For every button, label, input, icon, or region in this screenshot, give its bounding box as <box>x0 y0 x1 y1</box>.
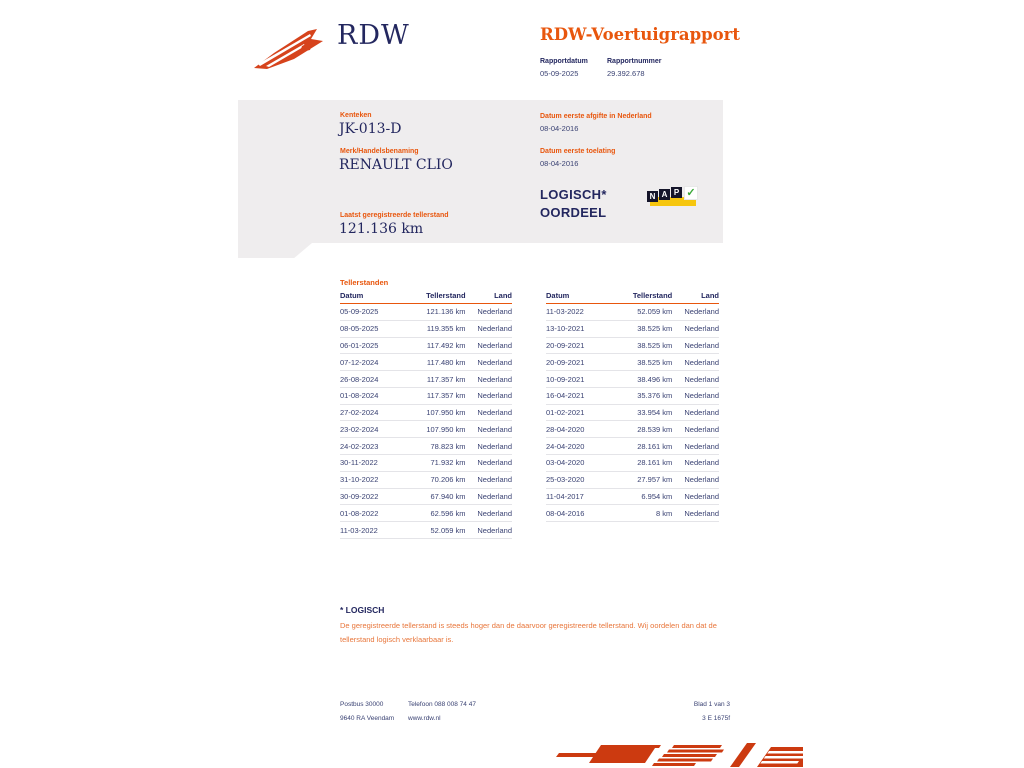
oordeel-line1: LOGISCH* <box>540 187 607 202</box>
table-cell: 20-09-2021 <box>546 354 605 371</box>
table-cell: 11-04-2017 <box>546 488 605 505</box>
table-cell: Nederland <box>466 455 512 472</box>
table-cell: Nederland <box>672 304 719 321</box>
table-row <box>340 505 512 522</box>
table-row <box>340 337 512 354</box>
table-cell: 52.059 km <box>398 522 465 539</box>
table-cell: Nederland <box>672 320 719 337</box>
table-cell: 38.525 km <box>605 354 672 371</box>
table-cell: Nederland <box>672 471 719 488</box>
table-cell: 28.539 km <box>605 421 672 438</box>
merk-label: Merk/Handelsbenaming <box>340 148 419 155</box>
table-row <box>546 371 719 388</box>
table-cell: Nederland <box>466 421 512 438</box>
table-cell: 8 km <box>605 505 672 522</box>
table-cell: 78.823 km <box>398 438 465 455</box>
footnote-title: * LOGISCH <box>340 605 385 615</box>
table-cell: Nederland <box>466 354 512 371</box>
table-cell: Nederland <box>672 488 719 505</box>
report-number-value: 29.392.678 <box>607 69 645 78</box>
nap-letter-a: A <box>659 189 670 200</box>
table-row <box>340 438 512 455</box>
footer-phone: Telefoon 088 008 74 47 <box>408 701 476 708</box>
report-date-value: 05-09-2025 <box>540 69 579 78</box>
oordeel-text <box>540 186 607 222</box>
table-cell: 01-08-2022 <box>340 505 398 522</box>
eerste-toelating-label: Datum eerste toelating <box>540 148 616 155</box>
col-land: Land <box>466 289 512 304</box>
table-cell: 25-03-2020 <box>546 471 605 488</box>
table-row <box>546 320 719 337</box>
table-cell: Nederland <box>466 320 512 337</box>
eerste-afgifte-value: 08-04-2016 <box>540 124 579 133</box>
laatste-tellerstand-label: Laatst geregistreerde tellerstand <box>340 212 449 219</box>
table-cell: 08-05-2025 <box>340 320 398 337</box>
odometer-table-right <box>546 289 719 522</box>
table-row <box>340 354 512 371</box>
table-cell: 52.059 km <box>605 304 672 321</box>
table-cell: Nederland <box>466 337 512 354</box>
table-row <box>546 404 719 421</box>
rdw-logotype: RDW <box>337 20 410 51</box>
table-cell: 24-02-2023 <box>340 438 398 455</box>
table-cell: 35.376 km <box>605 387 672 404</box>
table-cell: 117.492 km <box>398 337 465 354</box>
col-tellerstand: Tellerstand <box>605 289 672 304</box>
table-cell: 117.480 km <box>398 354 465 371</box>
footer-meta <box>620 698 730 726</box>
table-cell: 30-09-2022 <box>340 488 398 505</box>
kenteken-label: Kenteken <box>340 112 372 119</box>
table-cell: Nederland <box>466 371 512 388</box>
table-cell: 24-04-2020 <box>546 438 605 455</box>
table-cell: 01-02-2021 <box>546 404 605 421</box>
table-cell: 107.950 km <box>398 421 465 438</box>
kenteken-value: JK-013-D <box>339 121 402 137</box>
table-cell: 67.940 km <box>398 488 465 505</box>
laatste-tellerstand-value: 121.136 km <box>339 221 424 237</box>
table-row <box>340 488 512 505</box>
table-cell: 33.954 km <box>605 404 672 421</box>
table-cell: Nederland <box>466 404 512 421</box>
table-cell: 28-04-2020 <box>546 421 605 438</box>
bottom-wing-decoration <box>543 741 803 768</box>
table-cell: 121.136 km <box>398 304 465 321</box>
footer-contact <box>408 698 476 726</box>
table-cell: 62.596 km <box>398 505 465 522</box>
table-cell: 38.496 km <box>605 371 672 388</box>
table-cell: 06-01-2025 <box>340 337 398 354</box>
table-cell: Nederland <box>672 438 719 455</box>
page-title: RDW-Voertuigrapport <box>540 25 740 44</box>
table-row <box>340 421 512 438</box>
table-cell: 10-09-2021 <box>546 371 605 388</box>
table-cell: 117.357 km <box>398 371 465 388</box>
table-row <box>546 421 719 438</box>
table-cell: Nederland <box>672 371 719 388</box>
table-cell: Nederland <box>672 455 719 472</box>
table-header-row <box>340 289 512 304</box>
table-row <box>546 337 719 354</box>
table-cell: 07-12-2024 <box>340 354 398 371</box>
table-row <box>546 471 719 488</box>
col-tellerstand: Tellerstand <box>398 289 465 304</box>
nap-logo <box>647 184 699 210</box>
col-land: Land <box>672 289 719 304</box>
table-header-row <box>546 289 719 304</box>
table-cell: 05-09-2025 <box>340 304 398 321</box>
nap-letter-n: N <box>647 191 658 202</box>
nap-checkmark-icon: ✓ <box>684 186 698 200</box>
table-cell: 30-11-2022 <box>340 455 398 472</box>
table-cell: 119.355 km <box>398 320 465 337</box>
table-cell: 13-10-2021 <box>546 320 605 337</box>
col-datum: Datum <box>546 289 605 304</box>
table-row <box>340 387 512 404</box>
vehicle-summary-panel <box>238 100 723 243</box>
table-cell: 11-03-2022 <box>546 304 605 321</box>
footer-address <box>340 698 394 726</box>
footer-city: 9640 RA Veendam <box>340 715 395 722</box>
table-cell: 6.954 km <box>605 488 672 505</box>
table-cell: 38.525 km <box>605 320 672 337</box>
table-row <box>340 455 512 472</box>
table-row <box>340 522 512 539</box>
table-cell: 38.525 km <box>605 337 672 354</box>
table-cell: Nederland <box>672 337 719 354</box>
tables-title: Tellerstanden <box>340 278 389 287</box>
table-cell: Nederland <box>466 488 512 505</box>
merk-value: RENAULT CLIO <box>339 157 453 173</box>
report-number-label: Rapportnummer <box>607 58 662 65</box>
table-cell: 16-04-2021 <box>546 387 605 404</box>
table-cell: 107.950 km <box>398 404 465 421</box>
eerste-toelating-value: 08-04-2016 <box>540 159 579 168</box>
table-cell: Nederland <box>466 505 512 522</box>
footnote-body: De geregistreerde tellerstand is steeds hoger dan de daarvoor geregistreerde tellerstand. Wij oordelen dan dat de tellerstand logisch verklaarbaar is. <box>340 621 717 644</box>
table-cell: 01-08-2024 <box>340 387 398 404</box>
table-row <box>546 455 719 472</box>
col-datum: Datum <box>340 289 398 304</box>
odometer-table-left <box>340 289 512 539</box>
table-row <box>340 304 512 321</box>
table-cell: 28.161 km <box>605 455 672 472</box>
table-row <box>340 471 512 488</box>
table-row <box>546 488 719 505</box>
footer-page-number: Blad 1 van 3 <box>693 701 730 708</box>
table-row <box>546 387 719 404</box>
table-cell: Nederland <box>672 354 719 371</box>
table-cell: Nederland <box>672 404 719 421</box>
table-row <box>546 304 719 321</box>
table-row <box>340 320 512 337</box>
table-row <box>546 438 719 455</box>
table-cell: Nederland <box>466 387 512 404</box>
table-cell: Nederland <box>466 522 512 539</box>
oordeel-line2: OORDEEL <box>540 205 607 220</box>
table-row <box>340 371 512 388</box>
table-row <box>546 505 719 522</box>
panel-corner-tab <box>238 243 312 258</box>
table-row <box>546 354 719 371</box>
footer-website: www.rdw.nl <box>408 715 441 722</box>
report-date-label: Rapportdatum <box>540 58 588 65</box>
table-cell: 26-08-2024 <box>340 371 398 388</box>
table-cell: 28.161 km <box>605 438 672 455</box>
table-cell: 27.957 km <box>605 471 672 488</box>
table-cell: Nederland <box>466 304 512 321</box>
table-cell: 117.357 km <box>398 387 465 404</box>
table-cell: 03-04-2020 <box>546 455 605 472</box>
rdw-wing-logo-icon <box>252 26 332 70</box>
table-cell: 71.932 km <box>398 455 465 472</box>
footer-form-code: 3 E 1675f <box>702 715 730 722</box>
table-cell: 70.206 km <box>398 471 465 488</box>
table-cell: Nederland <box>466 438 512 455</box>
table-cell: 27-02-2024 <box>340 404 398 421</box>
table-cell: 11-03-2022 <box>340 522 398 539</box>
table-cell: 23-02-2024 <box>340 421 398 438</box>
footer-postbus: Postbus 30000 <box>340 701 384 708</box>
table-cell: 08-04-2016 <box>546 505 605 522</box>
table-cell: 20-09-2021 <box>546 337 605 354</box>
eerste-afgifte-label: Datum eerste afgifte in Nederland <box>540 113 652 120</box>
table-cell: Nederland <box>672 387 719 404</box>
table-cell: Nederland <box>672 421 719 438</box>
table-cell: 31-10-2022 <box>340 471 398 488</box>
nap-letter-p: P <box>671 187 682 198</box>
table-row <box>340 404 512 421</box>
table-cell: Nederland <box>466 471 512 488</box>
table-cell: Nederland <box>672 505 719 522</box>
